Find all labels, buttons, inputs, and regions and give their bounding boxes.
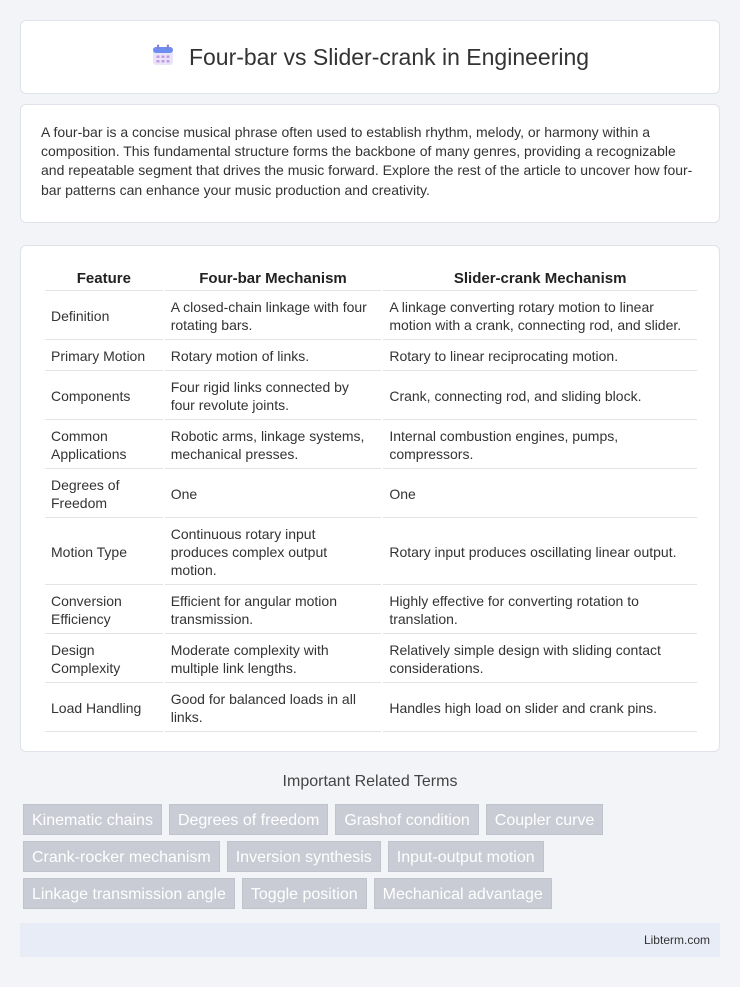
table-cell: Relatively simple design with sliding contact considerations. <box>383 636 697 683</box>
tag-mechanical-advantage[interactable]: Mechanical advantage <box>374 878 552 909</box>
intro-text: A four-bar is a concise musical phrase often used to establish rhythm, melody, or harmony within a composition. This fundamental structure forms the backbone of many genres, providing a recognizable and repeatable segment that drives the music forward. Explore the rest of the article to uncover how four-bar patterns can enhance your music production and creativity. <box>41 124 693 198</box>
table-cell: Rotary motion of links. <box>165 342 382 371</box>
table-cell: Crank, connecting rod, and sliding block. <box>383 373 697 420</box>
table-cell: Motion Type <box>45 520 163 585</box>
table-cell: Primary Motion <box>45 342 163 371</box>
table-cell: Common Applications <box>45 422 163 469</box>
intro-card <box>20 104 720 223</box>
table-cell: Load Handling <box>45 685 163 732</box>
table-header-row <box>45 265 697 291</box>
table-cell: Rotary to linear reciprocating motion. <box>383 342 697 371</box>
table-cell: Continuous rotary input produces complex output motion. <box>165 520 382 585</box>
table-row <box>45 422 697 469</box>
table-row <box>45 293 697 340</box>
table-cell: One <box>165 471 382 518</box>
comparison-card <box>20 245 720 752</box>
table-cell: A closed-chain linkage with four rotating bars. <box>165 293 382 340</box>
tag-inversion-synthesis[interactable]: Inversion synthesis <box>227 841 381 872</box>
table-cell: One <box>383 471 697 518</box>
page-title: Four-bar vs Slider-crank in Engineering <box>188 43 590 70</box>
table-cell: Rotary input produces oscillating linear output. <box>383 520 697 585</box>
header-four-bar: Four-bar Mechanism <box>165 265 382 291</box>
table-row <box>45 520 697 585</box>
header-slider-crank: Slider-crank Mechanism <box>383 265 697 291</box>
tag-crank-rocker-mechanism[interactable]: Crank-rocker mechanism <box>23 841 220 872</box>
tag-row <box>23 804 723 835</box>
footer-link[interactable]: Libterm.com <box>643 933 710 947</box>
table-cell: Robotic arms, linkage systems, mechanical presses. <box>165 422 382 469</box>
calendar-icon <box>151 43 175 72</box>
table-row <box>45 471 697 518</box>
comparison-table <box>43 263 699 734</box>
table-cell: Efficient for angular motion transmission. <box>165 587 382 634</box>
tag-row <box>23 878 723 909</box>
table-row <box>45 587 697 634</box>
table-cell: Conversion Efficiency <box>45 587 163 634</box>
tag-input-output-motion[interactable]: Input-output motion <box>388 841 544 872</box>
header-card <box>20 20 720 94</box>
table-cell: Handles high load on slider and crank pins. <box>383 685 697 732</box>
table-cell: Degrees of Freedom <box>45 471 163 518</box>
table-cell: Internal combustion engines, pumps, compressors. <box>383 422 697 469</box>
table-cell: Good for balanced loads in all links. <box>165 685 382 732</box>
header-feature: Feature <box>45 265 163 291</box>
tag-coupler-curve[interactable]: Coupler curve <box>486 804 604 835</box>
table-cell: Highly effective for converting rotation to translation. <box>383 587 697 634</box>
tag-row <box>23 841 723 872</box>
tag-linkage-transmission-angle[interactable]: Linkage transmission angle <box>23 878 235 909</box>
table-cell: A linkage converting rotary motion to linear motion with a crank, connecting rod, and slider. <box>383 293 697 340</box>
table-cell: Four rigid links connected by four revolute joints. <box>165 373 382 420</box>
table-cell: Design Complexity <box>45 636 163 683</box>
tag-kinematic-chains[interactable]: Kinematic chains <box>23 804 162 835</box>
tag-toggle-position[interactable]: Toggle position <box>242 878 367 909</box>
related-terms <box>23 804 723 915</box>
footer <box>20 923 720 957</box>
table-row <box>45 342 697 371</box>
table-cell: Moderate complexity with multiple link lengths. <box>165 636 382 683</box>
tag-grashof-condition[interactable]: Grashof condition <box>335 804 478 835</box>
related-terms-title: Important Related Terms <box>282 773 458 790</box>
table-cell: Components <box>45 373 163 420</box>
table-cell: Definition <box>45 293 163 340</box>
title-wrap <box>151 43 589 72</box>
tag-degrees-of-freedom[interactable]: Degrees of freedom <box>169 804 328 835</box>
table-row <box>45 636 697 683</box>
table-row <box>45 373 697 420</box>
table-row <box>45 685 697 732</box>
